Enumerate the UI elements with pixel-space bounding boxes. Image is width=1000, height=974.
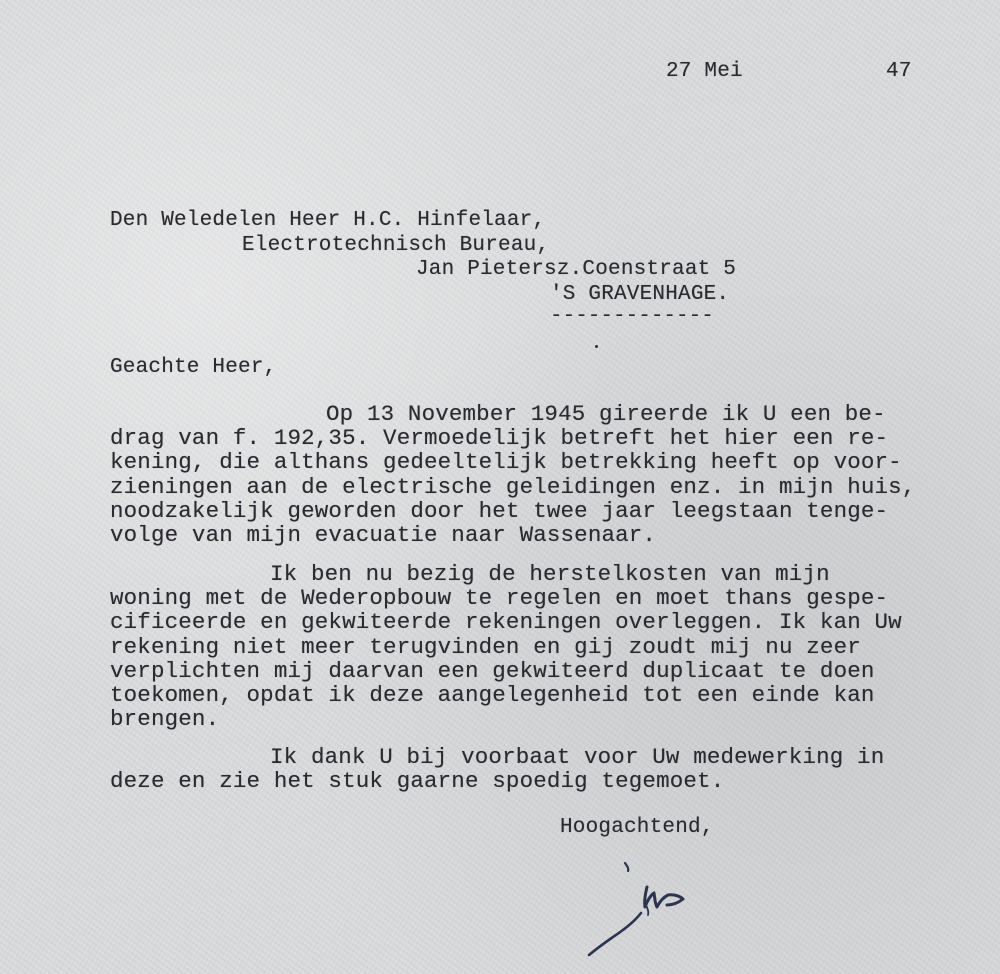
- paragraph-2-line-7: brengen.: [110, 706, 220, 732]
- address-line-3: Jan Pietersz.Coenstraat 5: [416, 258, 737, 281]
- paragraph-1-line-3: kening, die althans gedeeltelijk betrekking heeft op voor-: [110, 449, 902, 475]
- paragraph-3-line-2: deze en zie het stuk gaarne spoedig tegemoet.: [110, 768, 725, 794]
- paragraph-1-line-6: volge van mijn evacuatie naar Wassenaar.: [110, 522, 657, 548]
- letter-date-year: 47: [886, 60, 912, 83]
- closing: Hoogachtend,: [560, 816, 714, 839]
- paragraph-2-line-6: toekomen, opdat ik deze aangelegenheid tot een einde kan: [110, 682, 875, 708]
- paragraph-3-line-1: Ik dank U bij voorbaat voor Uw medewerking in: [270, 744, 885, 770]
- address-line-2: Electrotechnisch Bureau,: [242, 234, 550, 257]
- address-line-4: 'S GRAVENHAGE.: [550, 283, 730, 306]
- paragraph-2-line-4: rekening niet meer terugvinden en gij zoudt mij nu zeer: [110, 634, 861, 660]
- address-rule: -------------: [550, 305, 714, 328]
- paragraph-2-line-5: verplichten mij daarvan een gekwiteerd duplicaat te doen: [110, 658, 875, 684]
- paragraph-2-line-3: cificeerde en gekwiteerde rekeningen overleggen. Ik kan Uw: [110, 609, 902, 635]
- handwritten-signature: [585, 855, 695, 965]
- paragraph-2-line-2: woning met de Wederopbouw te regelen en moet thans gespe-: [110, 585, 889, 611]
- address-line-1: Den Weledelen Heer H.C. Hinfelaar,: [110, 209, 546, 232]
- salutation: Geachte Heer,: [110, 356, 277, 379]
- paragraph-1-line-1: Op 13 November 1945 gireerde ik U een be-: [326, 401, 886, 427]
- letter-date-day-month: 27 Mei: [666, 60, 743, 83]
- paragraph-1-line-2: drag van f. 192,35. Vermoedelijk betreft het hier een re-: [110, 425, 889, 451]
- paragraph-1-line-5: noodzakelijk geworden door het twee jaar leegstaan tenge-: [110, 498, 889, 524]
- paragraph-2-line-1: Ik ben nu bezig de herstelkosten van mijn: [270, 561, 830, 587]
- stray-dot: [595, 345, 598, 348]
- paragraph-1-line-4: zieningen aan de electrische geleidingen enz. in mijn huis,: [110, 474, 916, 500]
